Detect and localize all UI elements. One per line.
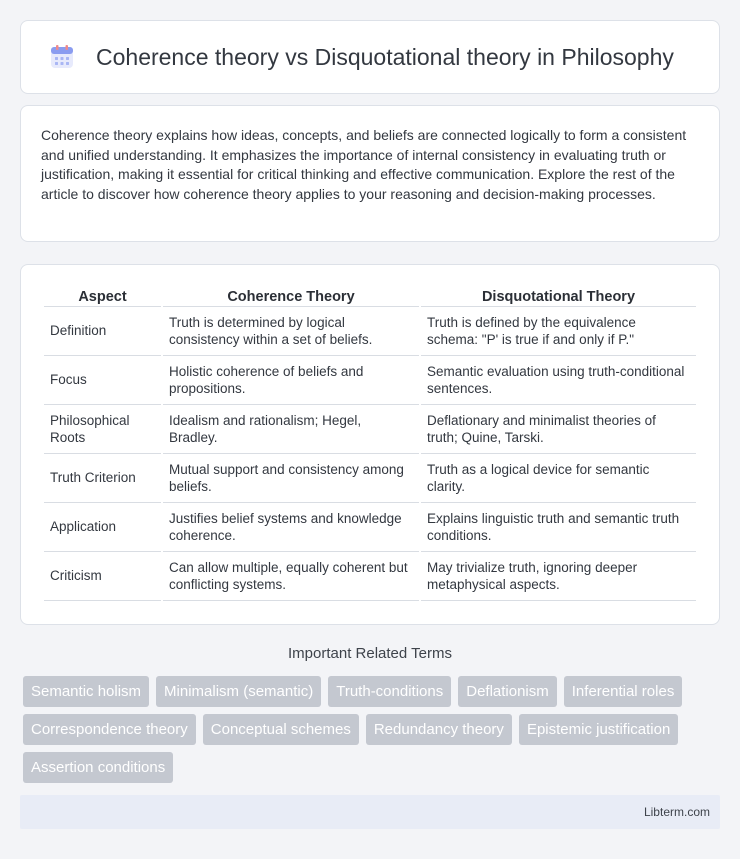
row-disquotational: Explains linguistic truth and semantic truth conditions. — [421, 503, 696, 552]
intro-paragraph: Coherence theory explains how ideas, concepts, and beliefs are connected logically to form a consistent and unified understanding. It emphasizes the importance of internal consistency in evaluating truth or justification, making it essential for critical thinking and effective communication. Explore the rest of the article to discover how coherence theory applies to your reasoning and decision-making processes. — [41, 127, 687, 202]
footer-brand-link[interactable]: Libterm.com — [643, 805, 710, 819]
table-row — [44, 356, 696, 405]
related-term-tag[interactable]: Inferential roles — [564, 676, 683, 707]
table-row — [44, 454, 696, 503]
table-row — [44, 405, 696, 454]
intro-card — [20, 105, 720, 242]
related-term-tag[interactable]: Deflationism — [458, 676, 557, 707]
page-title: Coherence theory vs Disquotational theory in Philosophy — [96, 43, 674, 70]
footer — [20, 795, 720, 829]
row-aspect: Focus — [44, 356, 161, 405]
related-term-tag[interactable]: Conceptual schemes — [203, 714, 359, 745]
row-coherence: Truth is determined by logical consistency within a set of beliefs. — [163, 307, 419, 356]
related-terms-list — [23, 676, 723, 783]
comparison-table-card — [20, 264, 720, 625]
table-row — [44, 503, 696, 552]
header-coherence-theory: Coherence Theory — [163, 285, 419, 307]
row-disquotational: Truth as a logical device for semantic clarity. — [421, 454, 696, 503]
row-disquotational: Deflationary and minimalist theories of truth; Quine, Tarski. — [421, 405, 696, 454]
related-term-tag[interactable]: Assertion conditions — [23, 752, 173, 783]
table-row — [44, 552, 696, 601]
related-terms-title: Important Related Terms — [288, 645, 452, 662]
related-term-tag[interactable]: Redundancy theory — [366, 714, 512, 745]
calendar-icon — [49, 44, 75, 70]
related-term-tag[interactable]: Minimalism (semantic) — [156, 676, 321, 707]
row-coherence: Can allow multiple, equally coherent but conflicting systems. — [163, 552, 419, 601]
related-term-tag[interactable]: Epistemic justification — [519, 714, 678, 745]
row-coherence: Justifies belief systems and knowledge coherence. — [163, 503, 419, 552]
row-aspect: Criticism — [44, 552, 161, 601]
row-disquotational: May trivialize truth, ignoring deeper metaphysical aspects. — [421, 552, 696, 601]
row-aspect: Philosophical Roots — [44, 405, 161, 454]
header-aspect: Aspect — [44, 285, 161, 307]
row-aspect: Truth Criterion — [44, 454, 161, 503]
header-card — [20, 20, 720, 94]
row-coherence: Idealism and rationalism; Hegel, Bradley. — [163, 405, 419, 454]
row-aspect: Application — [44, 503, 161, 552]
table-header-row — [44, 285, 696, 307]
row-disquotational: Truth is defined by the equivalence schema: "P' is true if and only if P." — [421, 307, 696, 356]
related-term-tag[interactable]: Truth-conditions — [328, 676, 451, 707]
related-term-tag[interactable]: Correspondence theory — [23, 714, 196, 745]
row-coherence: Mutual support and consistency among beliefs. — [163, 454, 419, 503]
row-disquotational: Semantic evaluation using truth-conditional sentences. — [421, 356, 696, 405]
related-term-tag[interactable]: Semantic holism — [23, 676, 149, 707]
row-coherence: Holistic coherence of beliefs and propositions. — [163, 356, 419, 405]
comparison-table — [42, 285, 698, 601]
table-row — [44, 307, 696, 356]
header-disquotational-theory: Disquotational Theory — [421, 285, 696, 307]
row-aspect: Definition — [44, 307, 161, 356]
